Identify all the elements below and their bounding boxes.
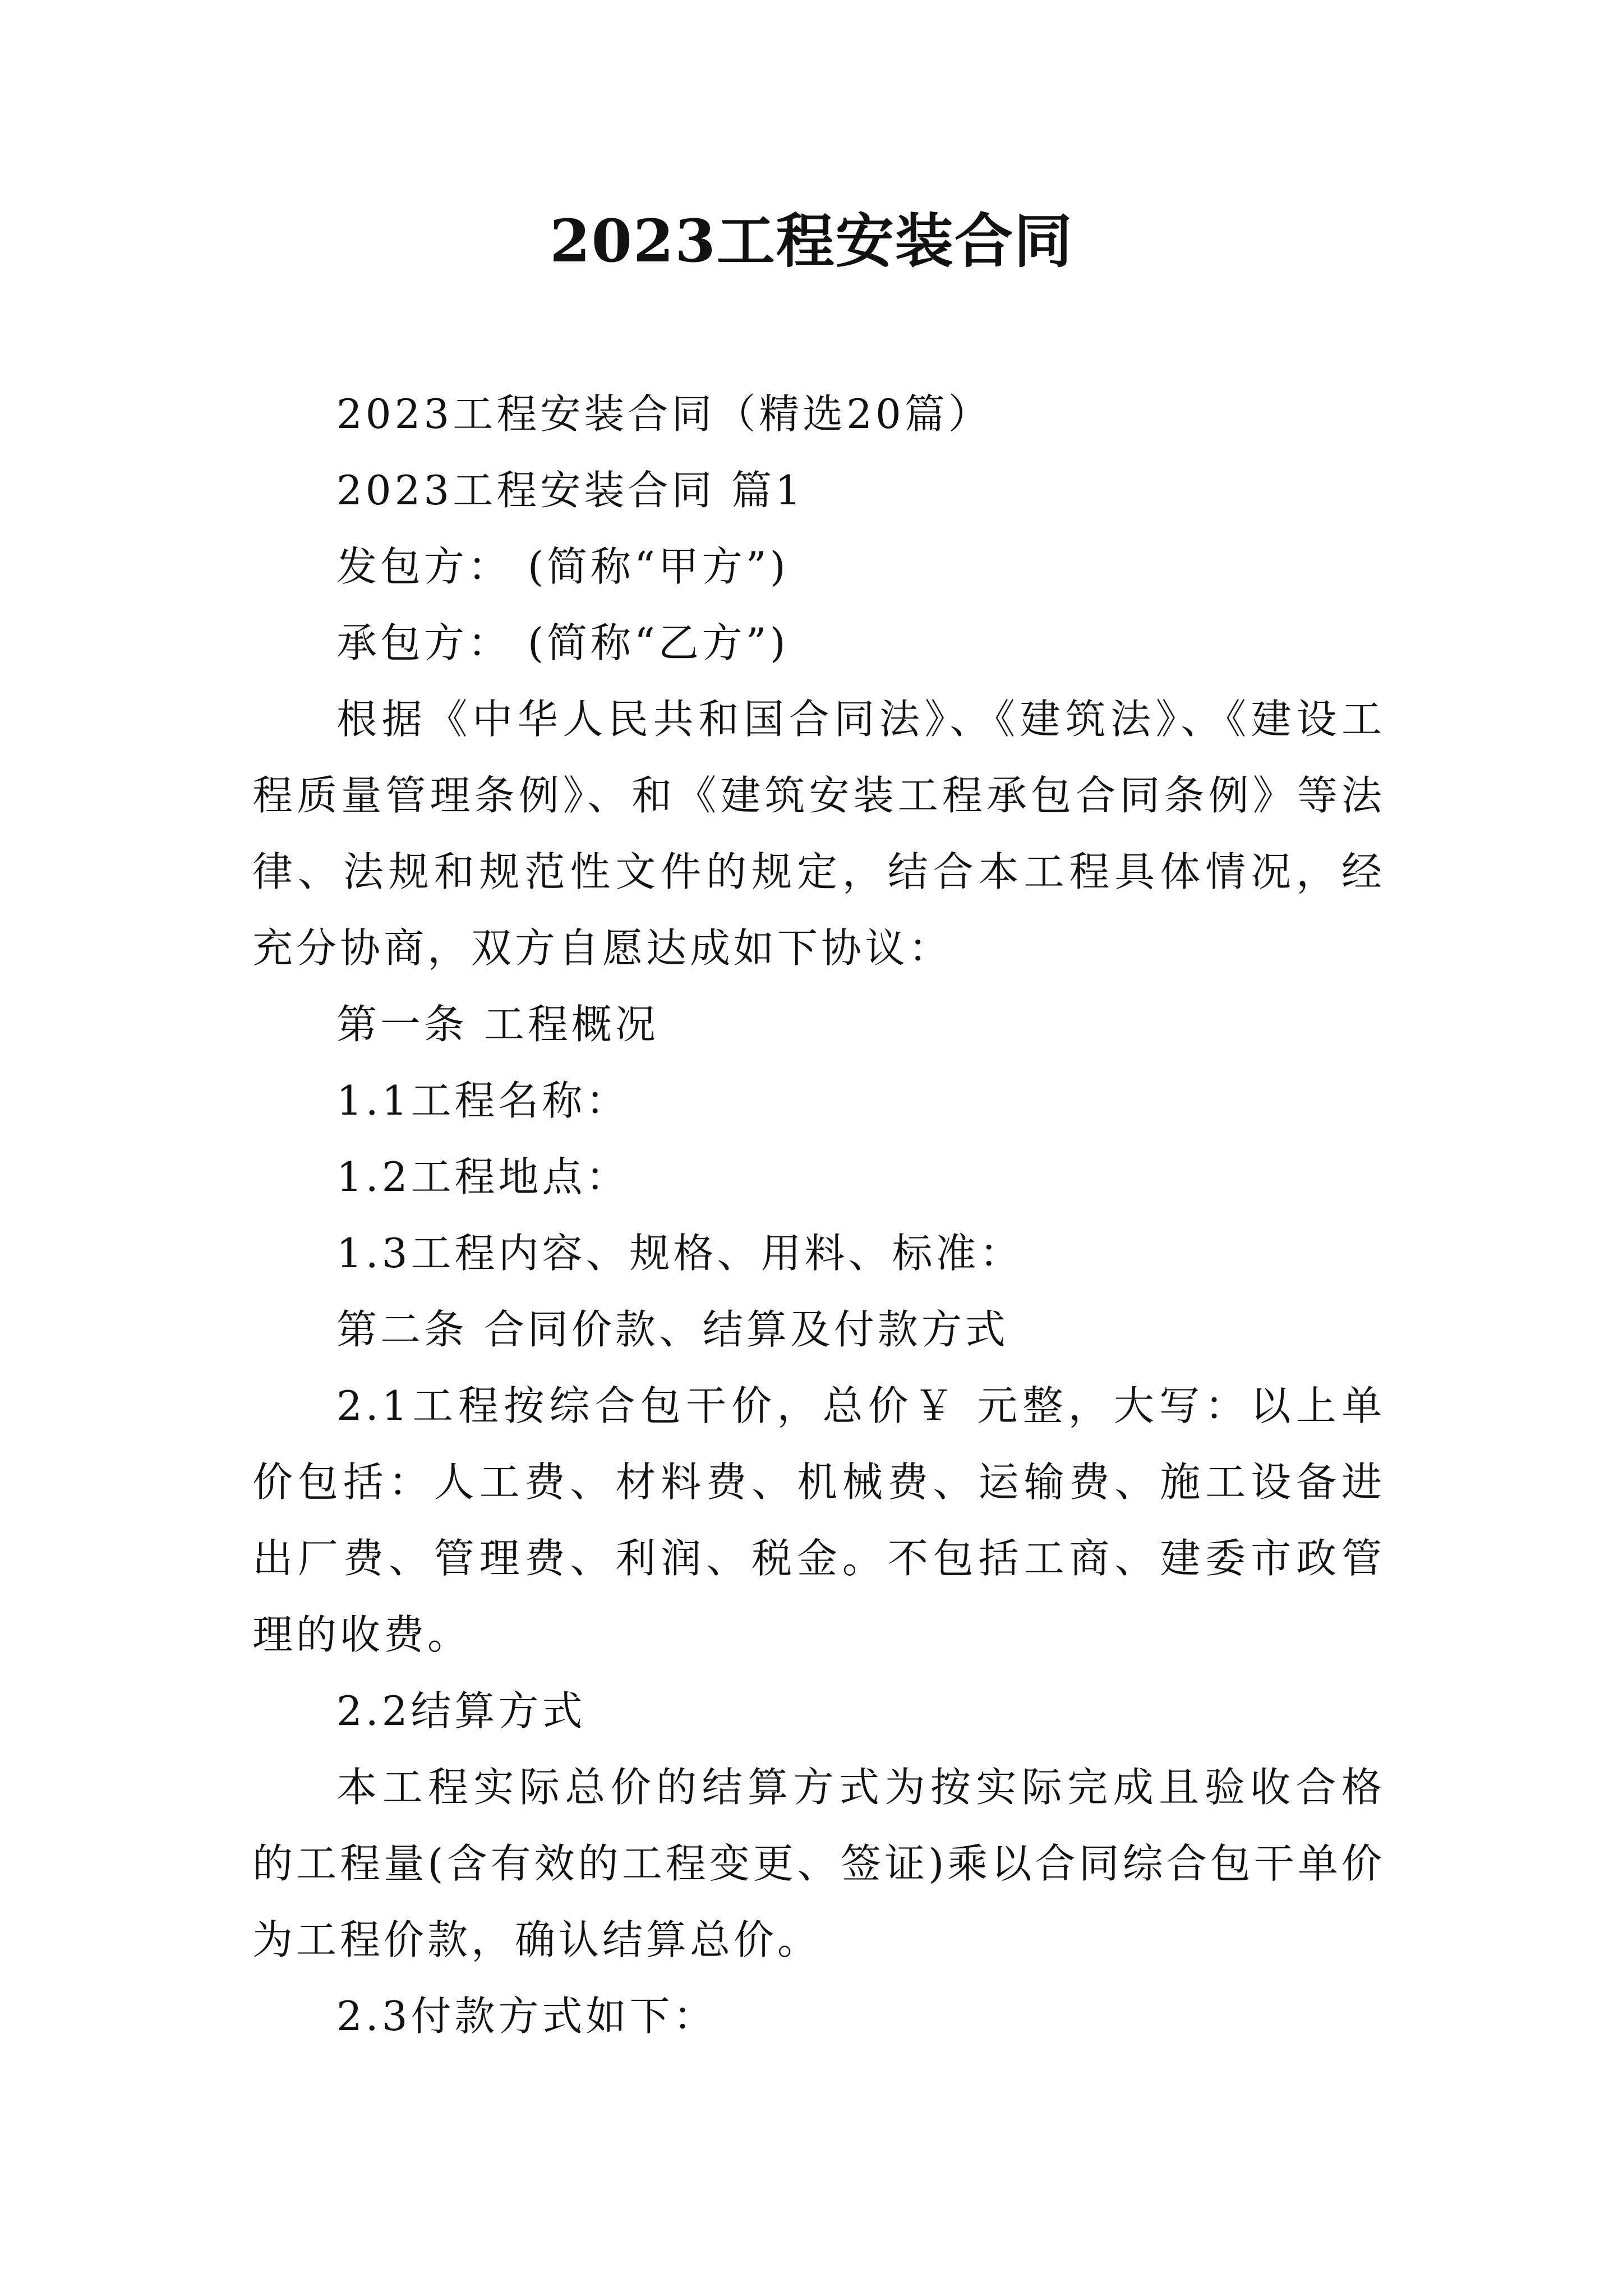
paragraph-preamble: 根据《中华人民共和国合同法》、《建筑法》、《建设工程质量管理条例》、和《建筑安装工程承包合同条例》等法律、法规和规范性文件的规定，结合本工程具体情况，经充分协商，双方自愿达成如下协议：: [252, 696, 1385, 972]
document-title: 2023工程安装合同: [550, 206, 1073, 275]
paragraph-article-2: 第二条 合同价款、结算及付款方式: [336, 1306, 1009, 1353]
paragraph-2-3: 2.3付款方式如下：: [336, 1993, 717, 2040]
document-body: [252, 376, 1385, 2054]
paragraph-2-2: 2.2结算方式: [336, 1687, 586, 1734]
paragraph-1-3: 1.3工程内容、规格、用料、标准：: [336, 1230, 1023, 1277]
paragraph-party-a: 发包方： (简称“甲方”): [336, 543, 789, 590]
paragraph-subtitle: 2023工程安装合同（精选20篇）: [336, 390, 992, 438]
paragraph-party-b: 承包方： (简称“乙方”): [336, 619, 789, 666]
paragraph-1-2: 1.2工程地点：: [336, 1153, 630, 1200]
paragraph-2-1: 2.1工程按综合包干价，总价￥ 元整，大写：以上单价包括：人工费、材料费、机械费、运输费、施工设备进出厂费、管理费、利润、税金。不包括工商、建委市政管理的收费。: [252, 1382, 1385, 1658]
paragraph-1-1: 1.1工程名称：: [336, 1077, 630, 1124]
paragraph-settlement: 本工程实际总价的结算方式为按实际完成且验收合格的工程量(含有效的工程变更、签证)乘以合同综合包干单价为工程价款，确认结算总价。: [252, 1764, 1385, 1963]
paragraph-section-heading: 2023工程安装合同 篇1: [336, 467, 804, 514]
paragraph-article-1: 第一条 工程概况: [336, 1001, 659, 1048]
